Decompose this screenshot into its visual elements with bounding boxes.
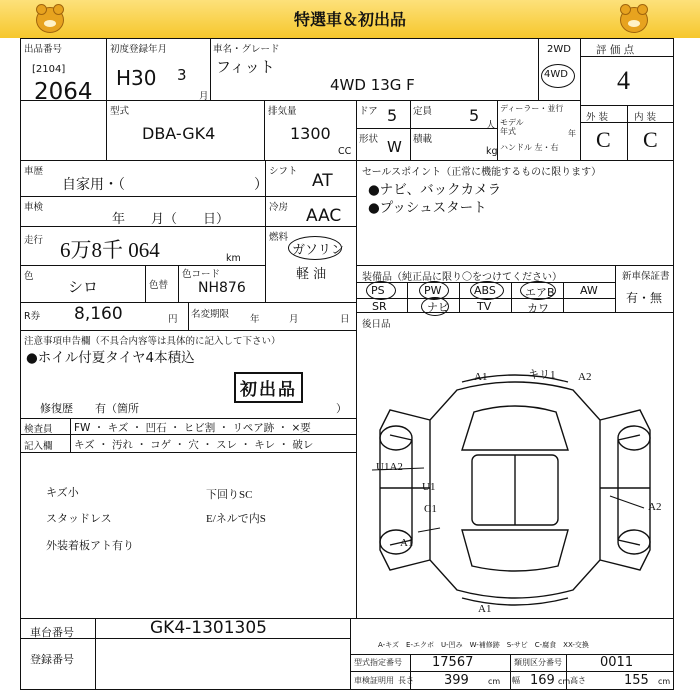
car-grade: 4WD 13G F: [330, 76, 415, 94]
color-code-label: 色コード: [182, 269, 221, 280]
divider: [356, 160, 357, 330]
chassis-label: 車台番号: [30, 626, 74, 639]
sales-point-item: ●ナビ、バックカメラ: [368, 182, 502, 198]
damage-mark: A1: [400, 537, 414, 549]
equip-circle: [520, 281, 556, 300]
seats-value: 5: [469, 106, 480, 125]
divider: [20, 196, 356, 197]
inspection-label: 車検: [24, 202, 44, 213]
inspector-row: FW ・ キズ ・ 凹石 ・ ヒビ割 ・ リペア跡 ・ ×要: [74, 422, 311, 434]
recycle-unit: 円: [168, 314, 178, 325]
damage-mark: U1: [422, 481, 436, 493]
sales-points-label: セールスポイント（正常に機能するものに限ります）: [362, 167, 602, 178]
notes-label: 注意事項申告欄（不具合内容等は具体的に記入して下さい）: [24, 336, 281, 347]
entry-label: 記入欄: [24, 441, 53, 452]
divider: [145, 265, 146, 302]
score-value: 4: [617, 66, 630, 95]
divider: [459, 282, 460, 312]
handwritten-note: 外装着板アト有り: [46, 540, 134, 552]
interior-grade: C: [643, 127, 658, 152]
divider: [20, 618, 674, 619]
handwritten-note: スタッドレス: [46, 513, 112, 525]
color-change-label: 色替: [149, 280, 169, 291]
color-code: NH876: [198, 280, 246, 296]
load-unit: kg: [486, 146, 498, 157]
damage-mark: A1: [478, 603, 492, 615]
color-value: シロ: [68, 278, 99, 296]
width-value: 169: [530, 673, 555, 688]
divider: [538, 38, 539, 100]
divider: [20, 100, 580, 101]
handle-label: ハンドル 左・右: [500, 143, 559, 152]
transfer-year: 年: [250, 314, 260, 325]
divider: [627, 105, 628, 160]
shape-value: W: [387, 138, 402, 156]
first-registration-label: 初度登録年月: [110, 44, 168, 55]
interior-label: 内 装: [634, 112, 657, 123]
recycle-value: 8,160: [74, 304, 123, 324]
lot-number: 2064: [34, 79, 93, 105]
registration-era: H30: [116, 66, 157, 90]
car-damage-diagram: [362, 360, 668, 618]
car-name-label: 車名・グレード: [213, 44, 280, 55]
color-label: 色: [24, 271, 34, 282]
divider: [95, 618, 96, 690]
divider: [356, 312, 674, 313]
rear-seat-label: 後日品: [362, 319, 391, 330]
doors-value: 5: [387, 106, 398, 125]
length-unit: cm: [488, 677, 501, 686]
model-label: 型式: [110, 106, 130, 117]
divider: [563, 282, 564, 312]
divider: [178, 265, 179, 302]
score-label: 評 価 点: [596, 44, 635, 56]
seats-label: 定員: [413, 106, 433, 117]
divider: [188, 302, 189, 330]
displacement-unit: CC: [338, 146, 352, 157]
exterior-label: 外 装: [586, 112, 609, 123]
shift-label: シフト: [269, 166, 298, 177]
entry-row: キズ ・ 汚れ ・ コゲ ・ 穴 ・ スレ ・ キレ ・ 破レ: [74, 439, 314, 451]
ac-value: AAC: [306, 206, 342, 226]
inspector-label: 検査員: [24, 424, 53, 435]
divider: [407, 282, 408, 312]
damage-mark: C1: [424, 503, 437, 515]
displacement-label: 排気量: [268, 106, 297, 117]
transfer-deadline-label: 名変期限: [191, 309, 230, 320]
mileage-unit: km: [226, 253, 241, 264]
divider: [356, 100, 357, 160]
height-label: 高さ: [570, 676, 586, 685]
damage-mark: キリ1: [528, 369, 556, 381]
divider: [410, 100, 411, 160]
class-number-label: 類別区分番号: [514, 658, 562, 667]
code-scratch: キズ: [74, 439, 95, 451]
divider: [356, 265, 674, 266]
cert-label: 車検証明用: [354, 676, 394, 685]
2wd-label: 2WD: [547, 44, 571, 55]
load-label: 積載: [413, 134, 433, 145]
code-wear: スレ: [216, 439, 238, 451]
transfer-day: 日: [340, 314, 350, 325]
repair-history: 修復歴 有（箇所: [40, 402, 139, 415]
chassis-number: GK4-1301305: [150, 618, 267, 638]
shift-value: AT: [312, 171, 333, 191]
code-scratch: キズ: [107, 422, 129, 434]
page-title: 特選車＆初出品: [293, 10, 406, 29]
code-needs: ×要: [291, 422, 311, 434]
car-name: フィット: [216, 60, 275, 76]
divider: [106, 38, 107, 160]
warranty-label: 新車保証書: [622, 271, 670, 282]
handwritten-note: 下回りSC: [206, 489, 253, 501]
divider: [511, 282, 512, 312]
code-repair: リペア跡: [232, 422, 275, 434]
fuel-label: 燃料: [269, 232, 289, 243]
damage-mark: A2: [648, 501, 662, 513]
history-close: ）: [254, 177, 268, 193]
class-number: 0011: [600, 655, 634, 670]
divider: [615, 265, 616, 312]
month-unit: 月: [199, 91, 209, 102]
inspection-value: 年 月（ 日）: [112, 212, 230, 227]
divider: [356, 128, 497, 129]
displacement-value: 1300: [290, 124, 331, 143]
code-crack: ヒビ割: [183, 422, 216, 434]
model-year-label: モデル 年式: [500, 118, 524, 136]
equip-circle: [421, 297, 449, 316]
ac-label: 冷房: [269, 202, 289, 213]
width-unit: cm: [558, 677, 571, 686]
divider: [264, 100, 265, 160]
model-code: DBA-GK4: [142, 124, 216, 143]
length-value: 399: [444, 673, 469, 688]
height-value: 155: [624, 673, 649, 688]
shape-label: 形状: [359, 134, 379, 145]
equip-aw: AW: [580, 284, 598, 297]
damage-mark: A2: [578, 371, 592, 383]
divider: [356, 330, 357, 618]
length-label: 長さ: [398, 676, 414, 685]
mileage-value: 6万8千 064: [60, 238, 160, 262]
damage-mark: U1A2: [376, 461, 403, 473]
divider: [20, 452, 356, 453]
dealer-label: ディーラー・並行: [500, 104, 564, 113]
code-tear: 破レ: [292, 439, 314, 451]
width-label: 幅: [512, 676, 520, 685]
sales-point-item: ●プッシュスタート: [368, 200, 487, 216]
lot-sub-code: [2104]: [32, 64, 66, 75]
4wd-label: 4WD: [544, 69, 568, 80]
registration-month: 3: [177, 66, 187, 84]
equip-sr: SR: [372, 300, 387, 313]
code-cut: キレ: [254, 439, 276, 451]
fuel-diesel: 軽 油: [296, 267, 327, 282]
recycle-label: R券: [24, 311, 41, 322]
code-fw: FW: [74, 422, 91, 434]
repair-close: ）: [336, 402, 347, 415]
divider: [70, 418, 71, 452]
bear-mascot-icon: [620, 7, 648, 33]
divider: [20, 160, 674, 161]
damage-mark: A1: [474, 371, 488, 383]
code-hole: 穴: [188, 439, 199, 451]
registration-number-label: 登録番号: [30, 653, 74, 666]
mileage-label: 走行: [24, 235, 44, 246]
divider: [210, 38, 211, 100]
seats-unit: 人: [486, 120, 496, 131]
divider: [20, 330, 356, 331]
notes-item: ●ホイル付夏タイヤ4本積込: [26, 350, 195, 366]
warranty-value: 有・無: [626, 291, 663, 305]
divider: [20, 265, 265, 266]
handwritten-note: キズ小: [46, 487, 79, 499]
equip-circle: [470, 281, 504, 300]
equip-ps: PS: [371, 284, 385, 297]
equip-airbag: エアB: [525, 286, 555, 299]
divider: [350, 671, 674, 672]
equip-pw: PW: [424, 284, 442, 297]
history-label: 車歴: [24, 166, 44, 177]
lot-number-label: 出品番号: [24, 44, 63, 55]
code-dirt: 汚れ: [111, 439, 133, 451]
bear-mascot-icon: [36, 7, 64, 33]
model-year-unit: 年: [568, 129, 576, 138]
code-chip: 凹石: [145, 422, 167, 434]
model-designation-number: 17567: [432, 655, 474, 670]
equip-abs: ABS: [474, 284, 496, 297]
equip-leather: カワ: [527, 302, 549, 315]
doors-label: ドア: [359, 106, 378, 117]
model-designation-label: 型式指定番号: [354, 658, 402, 667]
divider: [510, 654, 511, 690]
equip-navi: ナビ: [427, 302, 449, 314]
exterior-grade: C: [596, 127, 611, 152]
equip-circle: [366, 281, 396, 300]
equip-tv: TV: [477, 300, 492, 313]
handwritten-note: E/ネルで内S: [206, 513, 266, 525]
height-unit: cm: [658, 677, 671, 686]
first-listing-stamp: 初出品: [234, 372, 303, 403]
equipment-label: 装備品（純正品に限り〇をつけてください）: [362, 272, 562, 283]
damage-legend: A-キズ E-エクボ U-凹み W-補修跡 S-サビ C-腐食 XX-交換: [378, 641, 589, 649]
fuel-gasoline: ガソリン: [292, 242, 345, 257]
transfer-month: 月: [289, 314, 299, 325]
history-value: 自家用・（: [62, 177, 125, 193]
code-burn: コゲ: [150, 439, 172, 451]
